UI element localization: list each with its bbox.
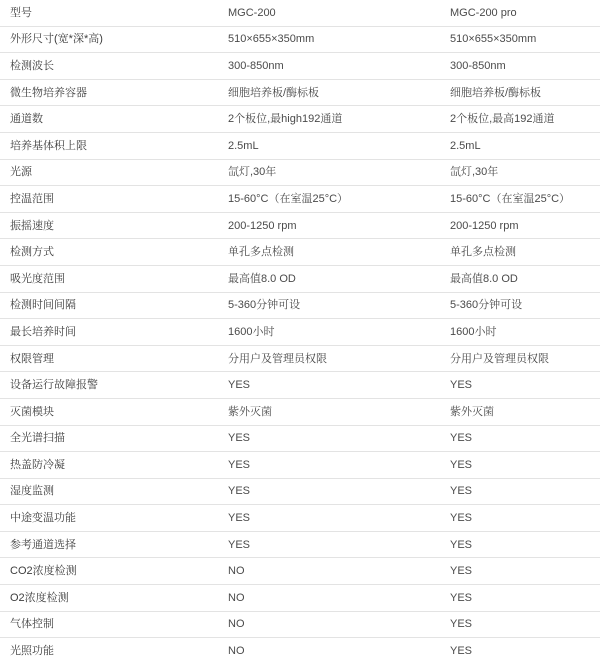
row-label: 气体控制 bbox=[0, 611, 218, 638]
table-row bbox=[0, 425, 600, 452]
row-label: 吸光度范围 bbox=[0, 265, 218, 292]
table-row bbox=[0, 345, 600, 372]
row-value-model-2: YES bbox=[440, 531, 600, 558]
row-value-model-2: YES bbox=[450, 645, 473, 658]
row-value-model-1: 单孔多点检测 bbox=[218, 239, 440, 266]
row-value-model-2: 15-60°C（在室温25°C） bbox=[440, 186, 600, 213]
row-label: 光源 bbox=[0, 159, 218, 186]
row-value-model-2: YES bbox=[440, 611, 600, 638]
table-row bbox=[0, 106, 600, 133]
row-value-model-1: YES bbox=[218, 478, 440, 505]
row-value-model-1: 15-60°C（在室温25°C） bbox=[218, 186, 440, 213]
row-value-model-1: 300-850nm bbox=[218, 53, 440, 80]
row-value-model-2: YES bbox=[440, 425, 600, 452]
row-value-model-2: 氙灯,30年 bbox=[440, 159, 600, 186]
row-value-model-2: 200-1250 rpm bbox=[440, 212, 600, 239]
row-value-model-2: 单孔多点检测 bbox=[440, 239, 600, 266]
row-label: 中途变温功能 bbox=[0, 505, 218, 532]
row-label: 检测方式 bbox=[0, 239, 218, 266]
row-label: 振摇速度 bbox=[0, 212, 218, 239]
row-value-model-1: 510×655×350mm bbox=[218, 26, 440, 53]
row-label: 检测波长 bbox=[0, 53, 218, 80]
row-label: 参考通道选择 bbox=[0, 531, 218, 558]
table-row bbox=[0, 558, 600, 585]
row-value-model-2: 细胞培养板/酶标板 bbox=[440, 79, 600, 106]
row-value-model-2: 紫外灭菌 bbox=[440, 398, 600, 425]
row-value-model-1: YES bbox=[218, 425, 440, 452]
table-row bbox=[0, 159, 600, 186]
row-value-model-2: 1600小时 bbox=[440, 319, 600, 346]
table-row bbox=[0, 265, 600, 292]
row-value-model-1: 5-360分钟可设 bbox=[218, 292, 440, 319]
table-row bbox=[0, 0, 600, 26]
row-value-model-1: NO bbox=[218, 558, 440, 585]
row-value-model-1: 2.5mL bbox=[218, 132, 440, 159]
row-label: 设备运行故障报警 bbox=[0, 372, 218, 399]
row-label: 灭菌模块 bbox=[0, 398, 218, 425]
row-value-model-1: YES bbox=[218, 452, 440, 479]
row-value-model-2: 分用户及管理员权限 bbox=[440, 345, 600, 372]
row-label: 全光谱扫描 bbox=[0, 425, 218, 452]
row-value-model-1: 分用户及管理员权限 bbox=[218, 345, 440, 372]
table-row bbox=[0, 505, 600, 532]
table-row bbox=[0, 79, 600, 106]
row-label: 控温范围 bbox=[0, 186, 218, 213]
row-value-model-1: 细胞培养板/酶标板 bbox=[218, 79, 440, 106]
row-value-model-1: 最高值8.0 OD bbox=[218, 265, 440, 292]
row-value-model-1: NO bbox=[218, 611, 440, 638]
table-row bbox=[0, 239, 600, 266]
row-value-model-2: YES bbox=[440, 372, 600, 399]
row-label: 微生物培养容器 bbox=[0, 79, 218, 106]
table-row bbox=[0, 53, 600, 80]
row-label: CO2浓度检测 bbox=[0, 558, 218, 585]
row-label: 最长培养时间 bbox=[0, 319, 218, 346]
row-value-model-1: YES bbox=[218, 372, 440, 399]
table-row bbox=[0, 212, 600, 239]
row-value-model-2: YES bbox=[440, 478, 600, 505]
row-label: 检测时间间隔 bbox=[0, 292, 218, 319]
row-value-model-2: 5-360分钟可设 bbox=[440, 292, 600, 319]
row-label: 热盖防冷凝 bbox=[0, 452, 218, 479]
table-row bbox=[0, 292, 600, 319]
table-row bbox=[0, 611, 600, 638]
row-value-model-2: YES bbox=[440, 505, 600, 532]
row-value-model-2: 300-850nm bbox=[440, 53, 600, 80]
row-value-model-1: 紫外灭菌 bbox=[218, 398, 440, 425]
row-value-model-1: 1600小时 bbox=[218, 319, 440, 346]
row-value-model-1: YES bbox=[218, 531, 440, 558]
row-value-model-2: 2.5mL bbox=[440, 132, 600, 159]
table-row bbox=[0, 319, 600, 346]
row-label: 光照功能 bbox=[10, 645, 54, 658]
row-value-model-2: YES bbox=[440, 452, 600, 479]
row-value-model-2: 最高值8.0 OD bbox=[440, 265, 600, 292]
table-row bbox=[0, 26, 600, 53]
table-row bbox=[0, 186, 600, 213]
table-row bbox=[0, 372, 600, 399]
table-row bbox=[0, 585, 600, 612]
table-row bbox=[0, 531, 600, 558]
row-value-model-1: YES bbox=[218, 505, 440, 532]
row-label: O2浓度检测 bbox=[0, 585, 218, 612]
row-label: 权限管理 bbox=[0, 345, 218, 372]
row-label: 外形尺寸(宽*深*高) bbox=[0, 26, 218, 53]
row-value-model-2: MGC-200 pro bbox=[440, 0, 600, 26]
row-label: 通道数 bbox=[0, 106, 218, 133]
row-value-model-1: 2个板位,最high192通道 bbox=[218, 106, 440, 133]
table-row bbox=[0, 398, 600, 425]
table-row bbox=[0, 452, 600, 479]
table-row bbox=[0, 478, 600, 505]
row-value-model-1: 200-1250 rpm bbox=[218, 212, 440, 239]
table-row bbox=[0, 638, 600, 664]
row-value-model-1: NO bbox=[228, 645, 245, 658]
row-label: 型号 bbox=[0, 0, 218, 26]
row-value-model-2: YES bbox=[440, 558, 600, 585]
row-value-model-1: MGC-200 bbox=[218, 0, 440, 26]
row-value-model-1: NO bbox=[218, 585, 440, 612]
row-value-model-2: 2个板位,最高192通道 bbox=[440, 106, 600, 133]
table-row bbox=[0, 132, 600, 159]
row-value-model-1: 氙灯,30年 bbox=[218, 159, 440, 186]
row-value-model-2: 510×655×350mm bbox=[440, 26, 600, 53]
row-label: 培养基体积上限 bbox=[0, 132, 218, 159]
row-value-model-2: YES bbox=[440, 585, 600, 612]
row-label: 湿度监测 bbox=[0, 478, 218, 505]
